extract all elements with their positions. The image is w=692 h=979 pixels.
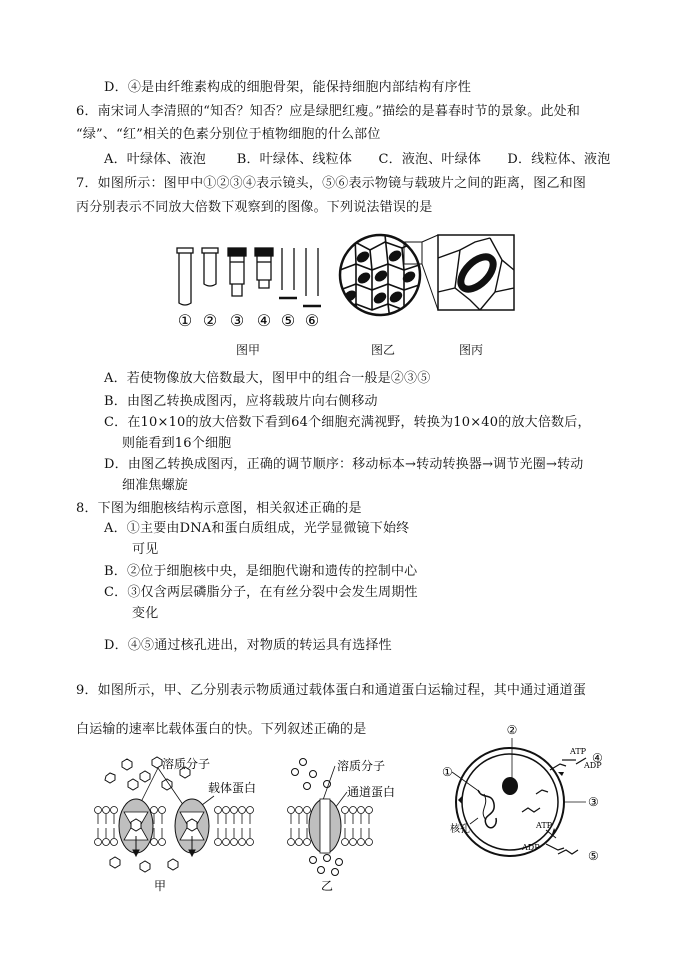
q7-option-a: A．若使物像放大倍数最大，图甲中的组合一般是②③⑤ xyxy=(104,371,431,386)
q7-option-d-line2: 细准焦螺旋 xyxy=(122,478,189,493)
q8-option-a-line1: A．①主要由DNA和蛋白质组成，光学显微镜下始终 xyxy=(104,521,410,536)
label-solute-yi: 溶质分子 xyxy=(337,759,386,773)
q8-option-a-line2: 可见 xyxy=(132,542,159,557)
atp-top-label: ATP xyxy=(570,747,587,756)
lens-2 xyxy=(202,248,218,286)
view-low-magnification xyxy=(340,235,438,320)
label-2: ② xyxy=(506,723,518,737)
caption-bing: 图丙 xyxy=(459,343,484,357)
q8-option-d: D．④⑤通过核孔进出，对物质的转运具有选择性 xyxy=(104,638,392,653)
carrier-protein-svg xyxy=(90,752,280,894)
caption-figure-jia: 甲 xyxy=(154,879,167,893)
nucleus-svg xyxy=(438,720,610,882)
distance-5 xyxy=(279,248,297,298)
membrane-jia xyxy=(95,807,254,846)
solute-dots-top xyxy=(292,759,331,790)
lens-label-3: ③ xyxy=(229,311,245,330)
nuclear-pore-label: 核孔 xyxy=(450,824,470,835)
figure-nucleus xyxy=(438,720,610,882)
label-1: ① xyxy=(442,765,453,779)
label-carrier: 载体蛋白 xyxy=(208,781,257,795)
q8-stem: 8．下图为细胞核结构示意图，相关叙述正确的是 xyxy=(76,501,362,516)
atp-mid-label: ATP xyxy=(536,821,553,830)
q6-stem-line2: “绿”、“红”相关的色素分别位于植物细胞的什么部位 xyxy=(76,127,381,142)
lens-label-1: ① xyxy=(177,311,193,330)
q7-option-c-line1: C．在10×10的放大倍数下看到64个细胞充满视野，转换为10×40的放大倍数后， xyxy=(104,415,591,430)
q7-option-c-line2: 则能看到16个细胞 xyxy=(122,436,232,451)
label-channel: 通道蛋白 xyxy=(347,785,396,799)
lens-3 xyxy=(228,248,246,296)
adp-bottom-label: ADP xyxy=(522,843,540,852)
lens-label-5: ⑤ xyxy=(280,311,296,330)
q8-option-c-line2: 变化 xyxy=(132,606,159,621)
view-high-magnification xyxy=(438,235,514,310)
label-solute-jia: 溶质分子 xyxy=(162,757,211,771)
q8-option-b: B．②位于细胞核中央，是细胞代谢和遗传的控制中心 xyxy=(104,564,418,579)
q8-option-c-line1: C．③仅含两层磷脂分子，在有丝分裂中会发生周期性 xyxy=(104,585,418,600)
label-5: ⑤ xyxy=(588,849,599,863)
q7-stem-line2: 丙分别表示不同放大倍数下观察到的图像。下列说法错误的是 xyxy=(76,200,433,215)
q7-option-d-line1: D．由图乙转换成图丙，正确的调节顺序：移动标本→转动转换器→调节光圈→转动 xyxy=(104,457,584,472)
q7-option-b: B．由图乙转换成图丙，应将载玻片向右侧移动 xyxy=(104,394,378,409)
q7-figure-svg xyxy=(170,230,520,340)
q7-stem-line1: 7．如图所示：图甲中①②③④表示镜头，⑤⑥表示物镜与载玻片之间的距离，图乙和图 xyxy=(76,176,587,191)
caption-figure-yi: 乙 xyxy=(321,879,334,893)
lens-label-4: ④ xyxy=(256,311,272,330)
figure-carrier-protein xyxy=(90,752,280,894)
q5-option-d: D．④是由纤维素构成的细胞骨架，能保持细胞内部结构有序性 xyxy=(104,80,472,95)
figure-channel-protein xyxy=(285,752,425,894)
channel-protein-svg xyxy=(285,752,425,894)
lens-4 xyxy=(255,248,273,288)
caption-yi: 图乙 xyxy=(371,343,396,357)
label-4: ④ xyxy=(592,751,603,765)
lens-label-2: ② xyxy=(202,311,218,330)
chromatin xyxy=(478,790,496,828)
channel-protein-shape xyxy=(309,799,341,853)
lens-1 xyxy=(177,248,193,305)
q9-stem-line2: 白运输的速率比载体蛋白的快。下列叙述正确的是 xyxy=(76,722,367,737)
q9-stem-line1: 9．如图所示，甲、乙分别表示物质通过载体蛋白和通道蛋白运输过程，其中通过通道蛋 xyxy=(76,683,587,698)
nucleolus xyxy=(502,777,518,795)
q7-figure xyxy=(170,230,520,340)
caption-jia: 图甲 xyxy=(236,343,261,357)
distance-6 xyxy=(303,248,321,306)
label-3: ③ xyxy=(588,795,599,809)
q6-stem-line1: 6．南宋词人李清照的“知否？知否？应是绿肥红瘦。”描绘的是暮春时节的景象。此处和 xyxy=(76,104,581,119)
lens-label-6: ⑥ xyxy=(304,311,320,330)
q6-options: A．叶绿体、液泡 B．叶绿体、线粒体 C．液泡、叶绿体 D．线粒体、液泡 xyxy=(104,152,611,167)
adp-top-label: ADP xyxy=(584,761,602,770)
